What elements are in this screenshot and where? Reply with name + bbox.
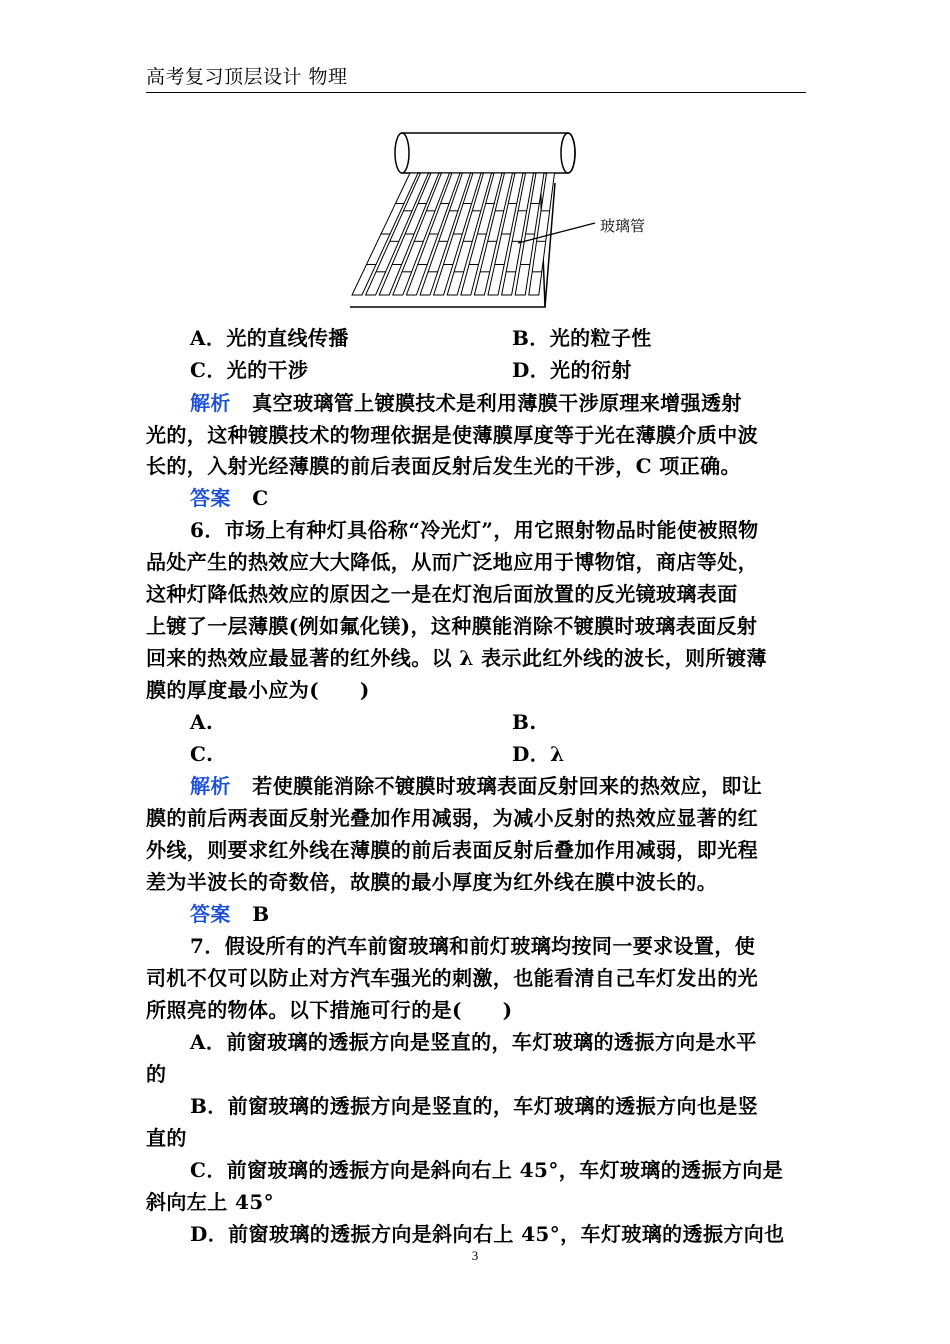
glass-tubes	[352, 173, 555, 295]
q7-option-c-line-2: 斜向左上 45°	[146, 1190, 274, 1214]
q7-option-a-line-1: A．前窗玻璃的透振方向是竖直的，车灯玻璃的透振方向是水平	[190, 1030, 757, 1054]
q5-analysis-line-1	[190, 389, 742, 417]
q6-analysis-line-4: 差为半波长的奇数倍，故膜的最小厚度为红外线在膜中波长的。	[146, 870, 718, 894]
figure-label: 玻璃管	[600, 217, 646, 235]
q7-stem-line-1: 7．假设所有的汽车前窗玻璃和前灯玻璃均按同一要求设置，使	[190, 934, 756, 958]
q5-analysis-keyword: 解析	[190, 391, 231, 415]
q6-option-a: A.	[190, 710, 214, 734]
q7-option-c-line-1: C．前窗玻璃的透振方向是斜向右上 45°，车灯玻璃的透振方向是	[190, 1158, 784, 1182]
q6-analysis-line-1	[190, 772, 762, 800]
q7-stem-line-2: 司机不仅可以防止对方汽车强光的刺激，也能看清自己车灯发出的光	[146, 966, 758, 990]
q6-option-c: C.	[190, 742, 214, 766]
q5-answer-line	[190, 484, 269, 512]
header-title: 高考复习顶层设计 物理	[146, 66, 348, 88]
q5-option-b: B．光的粒子性	[512, 326, 652, 350]
q5-answer-keyword: 答案	[190, 486, 231, 510]
q7-option-d-line-1: D．前窗玻璃的透振方向是斜向右上 45°，车灯玻璃的透振方向也	[190, 1222, 785, 1246]
q6-analysis-line-2: 膜的前后两表面反射光叠加作用减弱，为减小反射的热效应显著的红	[146, 806, 758, 830]
q5-answer-value: C	[252, 486, 269, 510]
q6-option-b: B.	[512, 710, 537, 734]
q5-analysis-line-2: 光的，这种镀膜技术的物理依据是使薄膜厚度等于光在薄膜介质中波	[146, 423, 758, 447]
q5-option-d: D．光的衍射	[512, 358, 632, 382]
page-header	[146, 60, 806, 93]
tank-cylinder	[395, 133, 575, 173]
solar-water-heater-figure	[340, 125, 660, 315]
q6-stem-line-2: 品处产生的热效应大大降低，从而广泛地应用于博物馆，商店等处，	[146, 550, 758, 574]
q6-answer-keyword: 答案	[190, 902, 231, 926]
q6-stem-line-6: 膜的厚度最小应为( )	[146, 678, 370, 702]
q6-analysis-line-3: 外线，则要求红外线在薄膜的前后表面反射后叠加作用减弱，即光程	[146, 838, 758, 862]
q6-answer-line	[190, 900, 270, 928]
page-number: 3	[471, 1248, 479, 1263]
q5-option-a: A．光的直线传播	[190, 326, 349, 350]
q5-analysis-text-1: 真空玻璃管上镀膜技术是利用薄膜干涉原理来增强透射	[252, 391, 742, 415]
q6-option-d: D．λ	[512, 742, 565, 766]
q5-analysis-line-3: 长的，入射光经薄膜的前后表面反射后发生光的干涉，C 项正确。	[146, 454, 741, 478]
q7-option-b-line-2: 直的	[146, 1126, 187, 1150]
q7-stem-line-3: 所照亮的物体。以下措施可行的是( )	[146, 998, 513, 1022]
q7-option-a-line-2: 的	[146, 1062, 167, 1086]
q6-stem-line-1: 6．市场上有种灯具俗称“冷光灯”，用它照射物品时能使被照物	[190, 518, 759, 542]
q5-option-c: C．光的干涉	[190, 358, 309, 382]
q6-analysis-keyword: 解析	[190, 774, 231, 798]
q7-option-b-line-1: B．前窗玻璃的透振方向是竖直的，车灯玻璃的透振方向也是竖	[190, 1094, 759, 1118]
q6-stem-line-3: 这种灯降低热效应的原因之一是在灯泡后面放置的反光镜玻璃表面	[146, 582, 738, 606]
q6-stem-line-5: 回来的热效应最显著的红外线。以 λ 表示此红外线的波长，则所镀薄	[146, 646, 767, 670]
q6-analysis-text-1: 若使膜能消除不镀膜时玻璃表面反射回来的热效应，即让	[252, 774, 763, 798]
q6-stem-line-4: 上镀了一层薄膜(例如氟化镁)，这种膜能消除不镀膜时玻璃表面反射	[146, 614, 758, 638]
q6-answer-value: B	[252, 902, 270, 926]
